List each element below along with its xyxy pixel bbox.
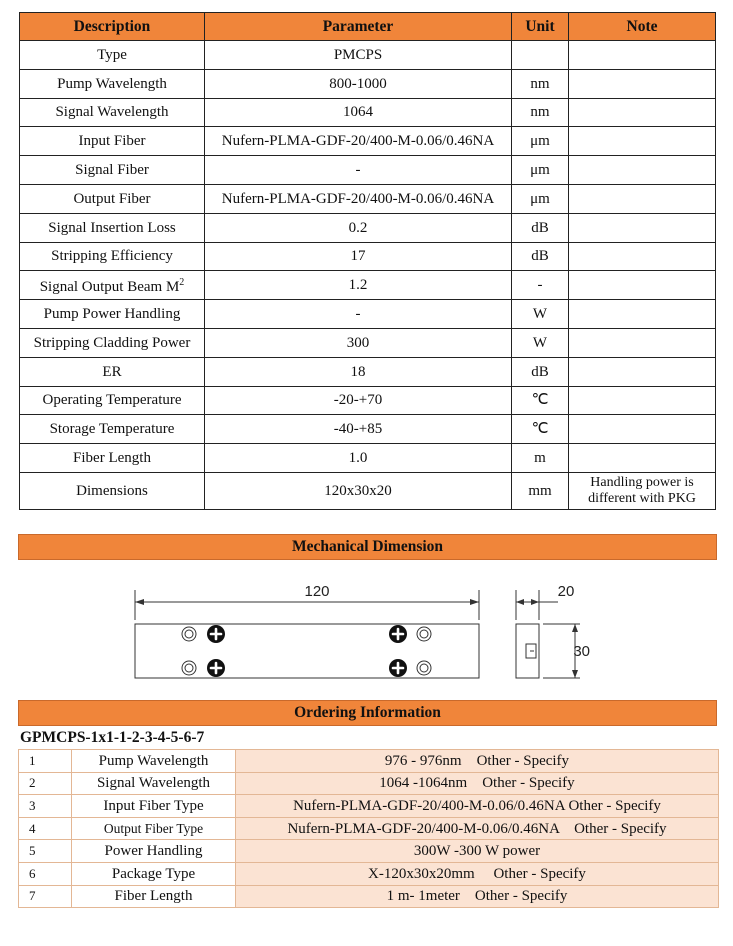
row-parameter: 1064 (205, 98, 512, 127)
order-value: Nufern-PLMA-GDF-20/400-M-0.06/0.46NA Other - Specify (236, 817, 719, 840)
row-unit: dB (512, 357, 569, 386)
row-parameter: 120x30x20 (205, 472, 512, 509)
row-description: Output Fiber (20, 184, 205, 213)
row-unit: dB (512, 242, 569, 271)
row-parameter: - (205, 300, 512, 329)
table-row (19, 795, 719, 818)
order-value: 1 m- 1meter Other - Specify (236, 885, 719, 908)
mechanical-drawing (120, 574, 590, 686)
row-unit: nm (512, 69, 569, 98)
row-description (20, 271, 205, 300)
row-description: Stripping Efficiency (20, 242, 205, 271)
row-note (569, 271, 716, 300)
table-row (20, 472, 716, 509)
row-note (569, 357, 716, 386)
row-description: Type (20, 41, 205, 70)
arrowhead (516, 599, 524, 605)
row-unit: - (512, 271, 569, 300)
arrowhead (572, 624, 578, 632)
row-unit: W (512, 300, 569, 329)
superscript: 2 (179, 277, 185, 289)
order-index: 5 (19, 840, 72, 863)
mount-hole-icon (185, 664, 193, 672)
arrowhead (572, 670, 578, 678)
row-unit: μm (512, 184, 569, 213)
row-description: Signal Wavelength (20, 98, 205, 127)
mount-hole-icon (182, 661, 196, 675)
row-unit: m (512, 444, 569, 473)
row-parameter: 800-1000 (205, 69, 512, 98)
table-row (19, 772, 719, 795)
width-label: 20 (557, 583, 575, 600)
note-line-1: Handling power is (590, 474, 694, 490)
order-value: 300W -300 W power (236, 840, 719, 863)
ordering-information-header: Ordering Information (18, 700, 717, 726)
order-value: Nufern-PLMA-GDF-20/400-M-0.06/0.46NA Other - Specify (236, 795, 719, 818)
row-description: Dimensions (20, 472, 205, 509)
order-value: 1064 -1064nm Other - Specify (236, 772, 719, 795)
row-description: Storage Temperature (20, 415, 205, 444)
row-parameter: 1.2 (205, 271, 512, 300)
order-value: 976 - 976nm Other - Specify (236, 750, 719, 773)
row-parameter: 0.2 (205, 213, 512, 242)
arrowhead (531, 599, 539, 605)
row-note (569, 213, 716, 242)
header-note: Note (569, 13, 716, 41)
row-description: Input Fiber (20, 127, 205, 156)
row-parameter: 17 (205, 242, 512, 271)
arrowhead (135, 599, 144, 605)
table-row (20, 242, 716, 271)
mount-hole-icon (185, 630, 193, 638)
row-unit (512, 41, 569, 70)
row-unit: nm (512, 98, 569, 127)
table-row (20, 69, 716, 98)
row-note (569, 300, 716, 329)
ordering-table (18, 749, 719, 908)
spec-table (19, 12, 716, 510)
row-parameter: 300 (205, 328, 512, 357)
mount-hole-icon (420, 664, 428, 672)
row-description: Stripping Cladding Power (20, 328, 205, 357)
row-note (569, 386, 716, 415)
table-row (20, 415, 716, 444)
row-parameter: Nufern-PLMA-GDF-20/400-M-0.06/0.46NA (205, 184, 512, 213)
order-label: Pump Wavelength (72, 750, 236, 773)
order-value: X-120x30x20mm Other - Specify (236, 862, 719, 885)
row-note (569, 156, 716, 185)
table-row (19, 885, 719, 908)
table-row (20, 300, 716, 329)
order-label: Power Handling (72, 840, 236, 863)
row-unit: μm (512, 156, 569, 185)
row-description: Fiber Length (20, 444, 205, 473)
row-parameter: -20-+70 (205, 386, 512, 415)
mount-hole-icon (182, 627, 196, 641)
row-parameter: - (205, 156, 512, 185)
row-parameter: -40-+85 (205, 415, 512, 444)
row-parameter: PMCPS (205, 41, 512, 70)
note-line-2: different with PKG (588, 490, 696, 506)
spec-header-row (20, 13, 716, 41)
order-index: 6 (19, 862, 72, 885)
row-note (569, 415, 716, 444)
table-row (20, 213, 716, 242)
table-row (20, 156, 716, 185)
order-label: Package Type (72, 862, 236, 885)
table-row (20, 357, 716, 386)
height-label: 30 (573, 643, 590, 660)
row-parameter: 18 (205, 357, 512, 386)
table-row (20, 271, 716, 300)
order-index: 3 (19, 795, 72, 818)
order-label: Fiber Length (72, 885, 236, 908)
row-note (569, 41, 716, 70)
row-description: Pump Power Handling (20, 300, 205, 329)
mount-hole-icon (417, 661, 431, 675)
order-label: Output Fiber Type (72, 817, 236, 840)
row-unit: ℃ (512, 415, 569, 444)
row-note (569, 69, 716, 98)
mount-hole-icon (417, 627, 431, 641)
row-description: Signal Insertion Loss (20, 213, 205, 242)
row-unit: W (512, 328, 569, 357)
ordering-code: GPMCPS-1x1-1-2-3-4-5-6-7 (20, 729, 205, 746)
order-index: 7 (19, 885, 72, 908)
table-row (20, 127, 716, 156)
row-description: Pump Wavelength (20, 69, 205, 98)
table-row (20, 98, 716, 127)
table-row (19, 862, 719, 885)
row-note (569, 242, 716, 271)
table-row (20, 184, 716, 213)
row-note (569, 444, 716, 473)
mechanical-dimension-header: Mechanical Dimension (18, 534, 717, 560)
mount-hole-icon (420, 630, 428, 638)
arrowhead (470, 599, 479, 605)
row-parameter: 1.0 (205, 444, 512, 473)
order-index: 2 (19, 772, 72, 795)
row-description: Signal Fiber (20, 156, 205, 185)
table-row (19, 750, 719, 773)
length-label: 120 (304, 583, 330, 600)
order-label: Signal Wavelength (72, 772, 236, 795)
row-note (569, 184, 716, 213)
row-note (569, 127, 716, 156)
row-note (569, 472, 716, 509)
row-note (569, 98, 716, 127)
header-unit: Unit (512, 13, 569, 41)
table-row (19, 817, 719, 840)
description-text: Signal Output Beam M (39, 279, 180, 296)
table-row (20, 41, 716, 70)
row-note (569, 328, 716, 357)
row-unit: dB (512, 213, 569, 242)
header-parameter: Parameter (205, 13, 512, 41)
row-description: Operating Temperature (20, 386, 205, 415)
table-row (19, 840, 719, 863)
table-row (20, 386, 716, 415)
header-description: Description (20, 13, 205, 41)
row-unit: mm (512, 472, 569, 509)
row-unit: μm (512, 127, 569, 156)
row-unit: ℃ (512, 386, 569, 415)
table-row (20, 444, 716, 473)
order-label: Input Fiber Type (72, 795, 236, 818)
row-description: ER (20, 357, 205, 386)
order-index: 4 (19, 817, 72, 840)
table-row (20, 328, 716, 357)
row-parameter: Nufern-PLMA-GDF-20/400-M-0.06/0.46NA (205, 127, 512, 156)
order-index: 1 (19, 750, 72, 773)
